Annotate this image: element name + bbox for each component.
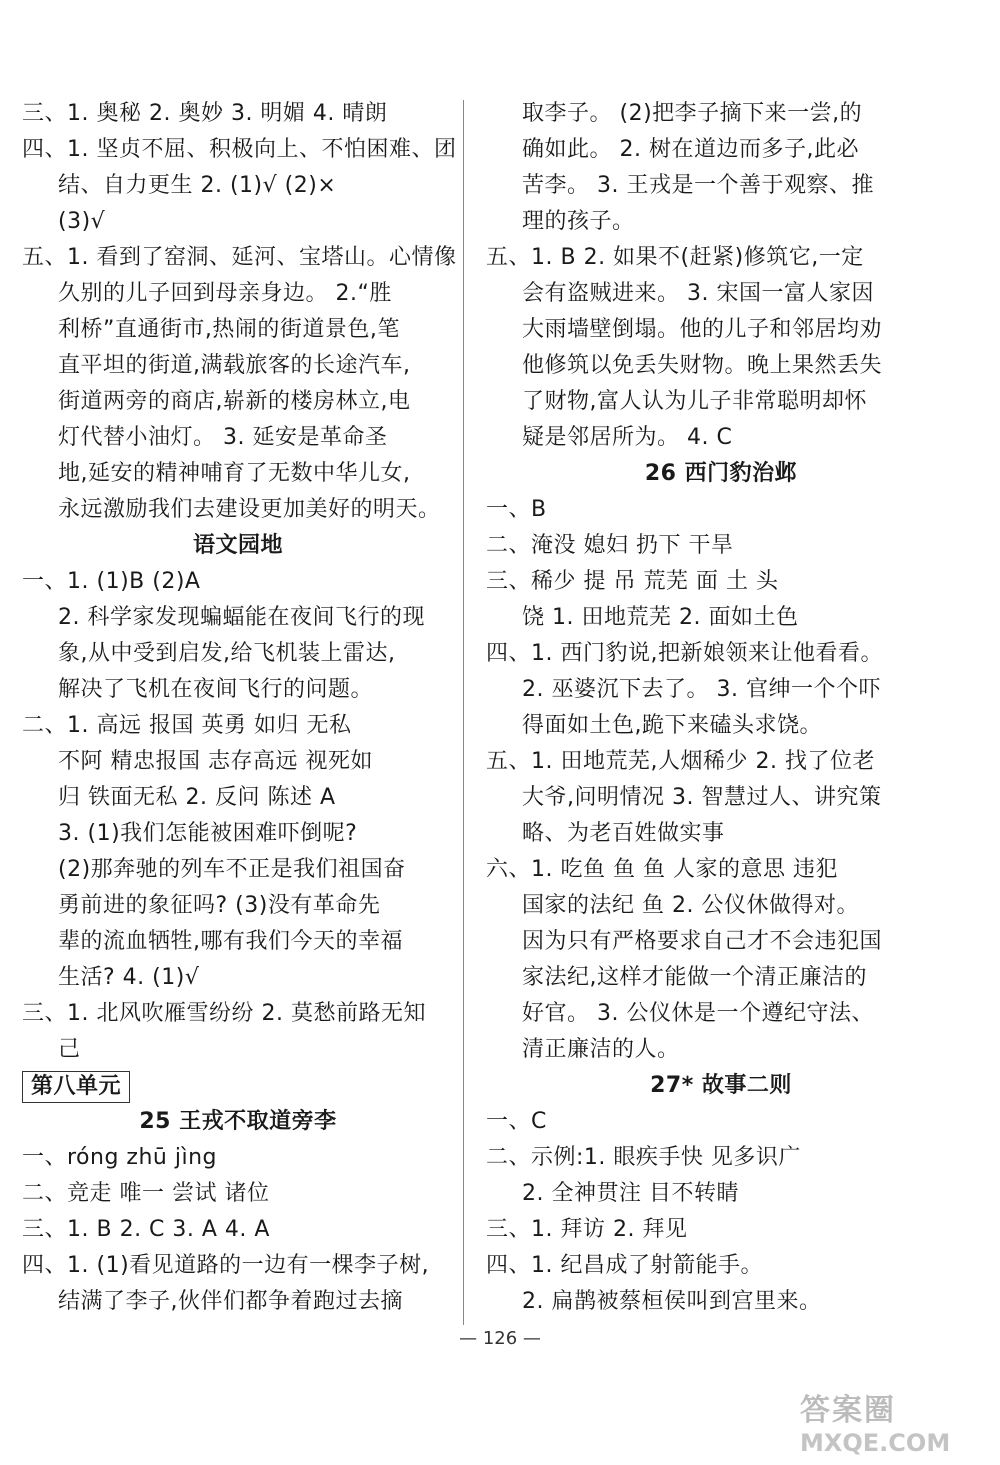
answer-line: 生活? 4. (1)√ <box>58 965 200 990</box>
answer-line: 因为只有严格要求自己才不会违犯国 <box>522 929 883 954</box>
answer-line: 二、示例:1. 眼疾手快 见多识广 <box>486 1145 801 1170</box>
answer-line: 己 <box>58 1037 81 1062</box>
answer-line: 理的孩子。 <box>522 209 635 234</box>
column-divider <box>463 100 464 1325</box>
answer-line: 四、1. (1)看见道路的一边有一棵李子树, <box>22 1253 430 1278</box>
watermark-logo-text: 答案圈 <box>800 1393 896 1428</box>
answer-line: 二、淹没 媳妇 扔下 干旱 <box>486 533 734 558</box>
answer-line: 国家的法纪 鱼 2. 公仪休做得对。 <box>522 893 859 918</box>
answer-line: 清正廉洁的人。 <box>522 1037 680 1062</box>
answer-line: 地,延安的精神哺育了无数中华儿女, <box>58 461 411 486</box>
left-column <box>22 96 457 1320</box>
answer-line: 象,从中受到启发,给飞机装上雷达, <box>58 641 396 666</box>
section-heading: 26 西门豹治邺 <box>644 461 798 486</box>
watermark-url: MXQE.COM <box>800 1429 951 1457</box>
answer-line: 2. 全神贯注 目不转睛 <box>522 1181 739 1206</box>
answer-line: 结、自力更生 2. (1)√ (2)× <box>58 173 337 198</box>
answer-line: 家法纪,这样才能做一个清正廉洁的 <box>522 965 867 990</box>
answer-line: 一、B <box>486 497 547 522</box>
answer-line: (2)那奔驰的列车不正是我们祖国奋 <box>58 857 406 882</box>
answer-line: 四、1. 纪昌成了射箭能手。 <box>486 1253 763 1278</box>
section-heading: 语文园地 <box>192 533 283 558</box>
section-heading: 25 王戎不取道旁李 <box>139 1109 337 1134</box>
answer-line: 略、为老百姓做实事 <box>522 821 725 846</box>
answer-line: 三、1. 奥秘 2. 奥妙 3. 明媚 4. 晴朗 <box>22 101 388 126</box>
answer-line: 三、稀少 提 吊 荒芜 面 土 头 <box>486 569 779 594</box>
watermark-logo <box>800 1385 985 1460</box>
answer-line: 三、1. 北风吹雁雪纷纷 2. 莫愁前路无知 <box>22 1001 426 1026</box>
answer-line: 大爷,问明情况 3. 智慧过人、讲究策 <box>522 785 882 810</box>
answer-line: (3)√ <box>58 209 106 234</box>
answer-line: 永远激励我们去建设更加美好的明天。 <box>58 497 441 522</box>
answer-line: 二、竞走 唯一 尝试 诸位 <box>22 1181 270 1206</box>
answer-line: 久别的儿子回到母亲身边。 2.“胜 <box>58 281 392 306</box>
answer-line: 疑是邻居所为。 4. C <box>522 425 733 450</box>
section-heading: 27* 故事二则 <box>650 1073 792 1098</box>
answer-line: 一、C <box>486 1109 547 1134</box>
answer-line: 得面如土色,跪下来磕头求饶。 <box>522 713 822 738</box>
answer-line: 三、1. B 2. C 3. A 4. A <box>22 1217 270 1242</box>
answer-line: 辈的流血牺牲,哪有我们今天的幸福 <box>58 929 403 954</box>
answer-line: 2. 扁鹊被蔡桓侯叫到宫里来。 <box>522 1289 822 1314</box>
answer-line: 2. 科学家发现蝙蝠能在夜间飞行的现 <box>58 605 425 630</box>
answer-line: 好官。 3. 公仪休是一个遵纪守法、 <box>522 1001 874 1026</box>
answer-line: 五、1. B 2. 如果不(赶紧)修筑它,一定 <box>486 245 864 270</box>
answer-line: 2. 巫婆沉下去了。 3. 官绅一个个吓 <box>522 677 881 702</box>
answer-line: 大雨墙壁倒塌。他的儿子和邻居均劝 <box>522 317 883 342</box>
answer-line: 勇前进的象征吗? (3)没有革命先 <box>58 893 381 918</box>
answer-line: 苦李。 3. 王戎是一个善于观察、推 <box>522 173 874 198</box>
answer-line: 四、1. 坚贞不屈、积极向上、不怕困难、团 <box>22 137 457 162</box>
answer-line: 街道两旁的商店,崭新的楼房林立,电 <box>58 389 411 414</box>
answer-line: 解决了飞机在夜间飞行的问题。 <box>58 677 374 702</box>
answer-line: 四、1. 西门豹说,把新娘领来让他看看。 <box>486 641 883 666</box>
answer-line: 3. (1)我们怎能被困难吓倒呢? <box>58 821 358 846</box>
answer-line: 了财物,富人认为儿子非常聪明却怀 <box>522 389 867 414</box>
answer-line: 他修筑以免丢失财物。晚上果然丢失 <box>522 353 883 378</box>
answer-line: 直平坦的街道,满载旅客的长途汽车, <box>58 353 411 378</box>
answer-line: 一、1. (1)B (2)A <box>22 569 201 594</box>
answer-line: 利桥”直通街市,热闹的街道景色,笔 <box>58 317 400 342</box>
right-column <box>486 96 956 1320</box>
answer-line: 结满了李子,伙伴们都争着跑过去摘 <box>58 1289 403 1314</box>
unit-heading-row <box>22 1068 454 1104</box>
answer-line: 五、1. 田地荒芜,人烟稀少 2. 找了位老 <box>486 749 875 774</box>
answer-line: 取李子。 (2)把李子摘下来一尝,的 <box>522 101 863 126</box>
answer-line: 三、1. 拜访 2. 拜见 <box>486 1217 688 1242</box>
answer-line: 六、1. 吃鱼 鱼 鱼 人家的意思 违犯 <box>486 857 838 882</box>
answer-line: 一、róng zhū jìng <box>22 1145 217 1170</box>
answer-line: 灯代替小油灯。 3. 延安是革命圣 <box>58 425 388 450</box>
answer-line: 会有盗贼进来。 3. 宋国一富人家因 <box>522 281 874 306</box>
answer-line: 归 铁面无私 2. 反问 陈述 A <box>58 785 336 810</box>
unit-heading: 第八单元 <box>22 1071 130 1103</box>
answer-line: 饶 1. 田地荒芜 2. 面如土色 <box>522 605 799 630</box>
answer-line: 二、1. 高远 报国 英勇 如归 无私 <box>22 713 352 738</box>
answer-line: 五、1. 看到了窑洞、延河、宝塔山。心情像 <box>22 245 457 270</box>
answer-line: 确如此。 2. 树在道边而多子,此必 <box>522 137 859 162</box>
page-number: — 126 — <box>459 1328 541 1349</box>
answer-line: 不阿 精忠报国 志存高远 视死如 <box>58 749 373 774</box>
